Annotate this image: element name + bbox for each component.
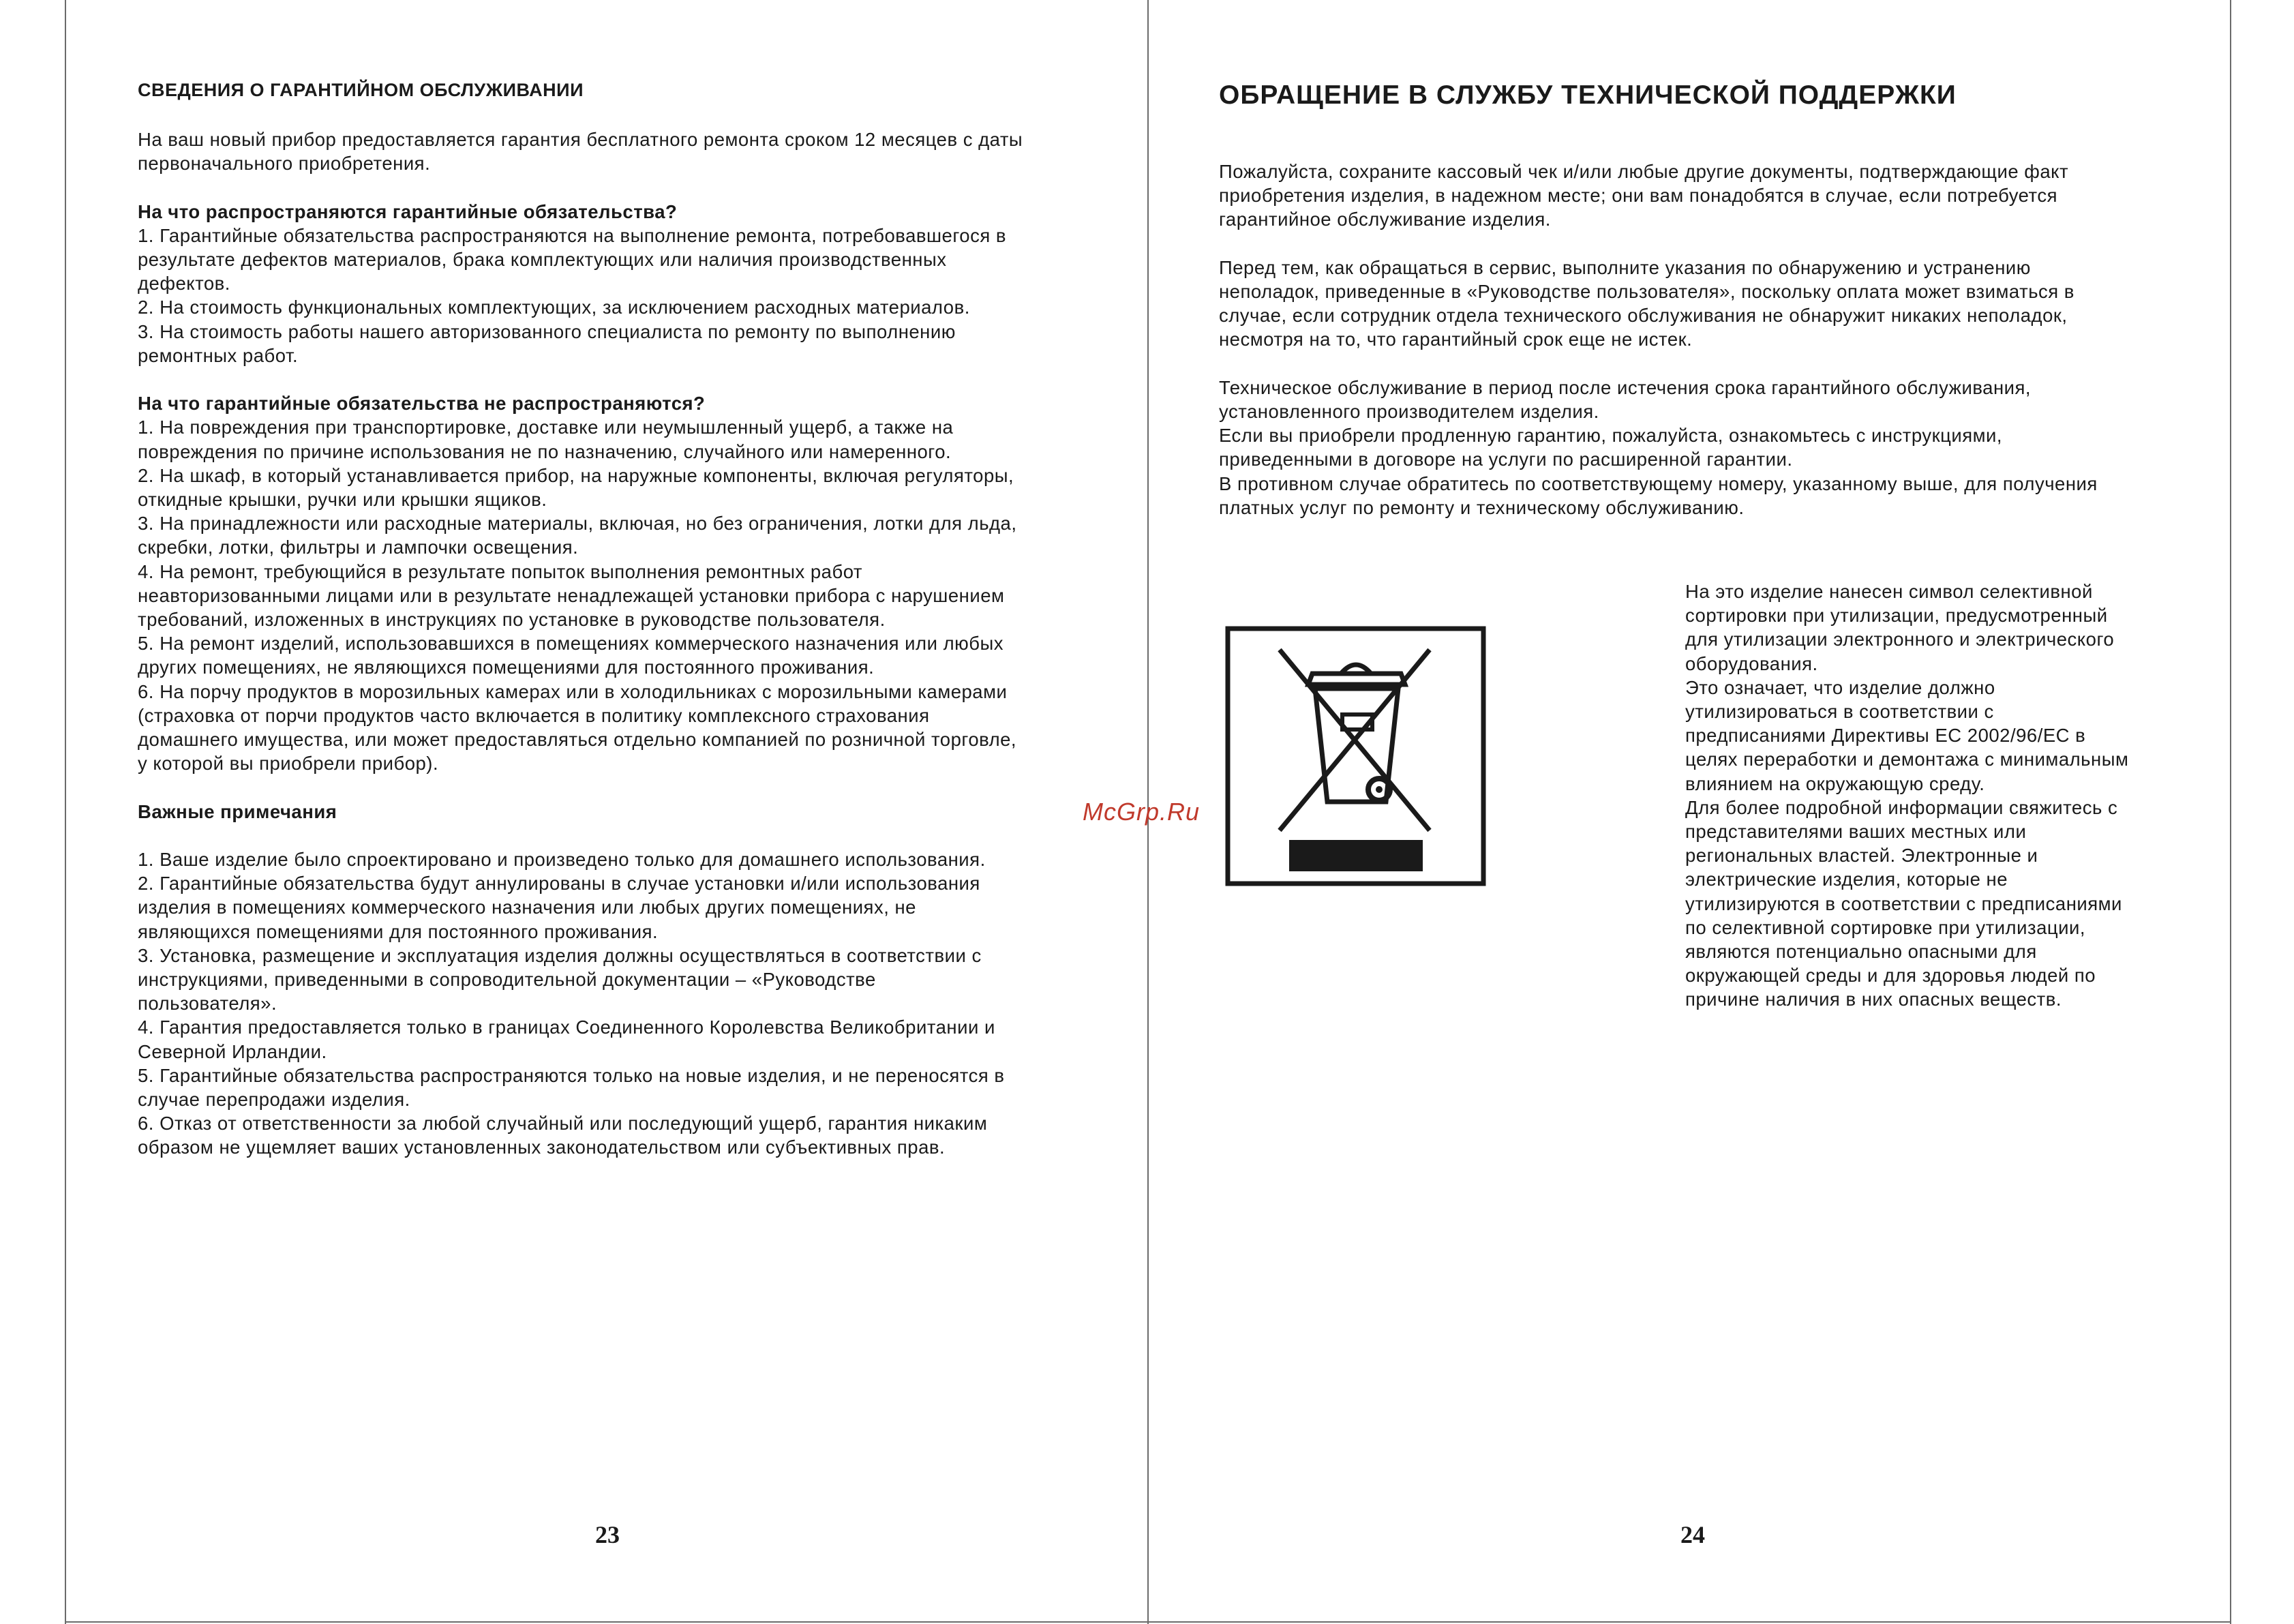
- text-line: 5. На ремонт изделий, использовавшихся в помещениях коммерческого назначения или любых: [138, 633, 1004, 655]
- text-line: 6. На порчу продуктов в морозильных камерах или в холодильниках с морозильными камерами: [138, 680, 1008, 702]
- text-line: целях переработки и демонтажа с минимальным: [1685, 749, 2129, 770]
- notes-list: [138, 847, 1092, 1160]
- text-line: влиянием на окружающую среду.: [1685, 772, 1985, 794]
- page-number-right: 24: [1680, 1521, 1705, 1548]
- text-line: первоначального приобретения.: [138, 153, 431, 175]
- text-line: Для более подробной информации свяжитесь с: [1685, 796, 2118, 818]
- text-line: по селективной сортировке при утилизации,: [1685, 916, 2085, 938]
- text-line: 4. Гарантия предоставляется только в границах Соединенного Королевства Великобритании и: [138, 1017, 995, 1038]
- text-line: представителями ваших местных или: [1685, 821, 2027, 843]
- support-body: [1219, 160, 2187, 520]
- page-number-left: 23: [595, 1521, 620, 1548]
- text-line: утилизируются в соответствии с предписаниями: [1685, 892, 2122, 914]
- text-line: электрические изделия, которые не: [1685, 869, 2008, 890]
- text-line: 1. На повреждения при транспортировке, доставке или неумышленный ущерб, а также на: [138, 417, 954, 438]
- bottom-edge: [65, 1621, 2231, 1623]
- text-line: 5. Гарантийные обязательства распространяются только на новые изделия, и не переносятся в: [138, 1064, 1005, 1086]
- text-line: 2. На шкаф, в который устанавливается прибор, на наружные компоненты, включая регуляторы,: [138, 464, 1014, 486]
- text-line: результате дефектов материалов, брака комплектующих или наличия производственных: [138, 249, 947, 270]
- text-line: случае перепродажи изделия.: [138, 1089, 410, 1111]
- text-line: инструкциями, приведенными в сопроводительной документации – «Руководстве: [138, 969, 876, 991]
- text-line: утилизироваться в соответствии с: [1685, 701, 1994, 723]
- support-para-1: [1219, 160, 2187, 232]
- watermark: McGrp.Ru: [1083, 798, 1201, 826]
- text-line: 6. Отказ от ответственности за любой случайный или последующий ущерб, гарантия никаким: [138, 1113, 988, 1134]
- text-line: Это означает, что изделие должно: [1685, 676, 1995, 698]
- notes-heading: Важные примечания: [138, 800, 337, 822]
- text-line: 1. Ваше изделие было спроектировано и произведено только для домашнего использования.: [138, 849, 986, 871]
- text-line: сортировки при утилизации, предусмотренный: [1685, 605, 2108, 627]
- text-line: скребки, лотки, фильтры и лампочки освещения.: [138, 537, 579, 558]
- text-line: у которой вы приобрели прибор).: [138, 753, 439, 775]
- text-line: пользователя».: [138, 993, 277, 1014]
- warranty-body: [138, 127, 1092, 1160]
- text-line: В противном случае обратитесь по соответствующему номеру, указанному выше, для получения: [1219, 472, 2098, 494]
- covered-list: [138, 224, 1092, 367]
- text-line: Пожалуйста, сохраните кассовый чек и/или любые другие документы, подтверждающие факт: [1219, 161, 2069, 182]
- text-line: 2. На стоимость функциональных комплектующих, за исключением расходных материалов.: [138, 297, 970, 318]
- text-line: повреждения по причине использования не по назначению, случайного или намеренного.: [138, 440, 952, 462]
- left-page-edge: [65, 0, 66, 1624]
- text-line: Если вы приобрели продленную гарантию, пожалуйста, ознакомьтесь с инструкциями,: [1219, 425, 2003, 447]
- text-line: платных услуг по ремонту и техническому обслуживанию.: [1219, 496, 1745, 518]
- text-line: образом не ущемляет ваших установленных законодательством или субъективных прав.: [138, 1137, 946, 1158]
- text-line: случае, если сотрудник отдела технического обслуживания не обнаружит никаких неполадок,: [1219, 305, 2068, 327]
- text-line: приведенными в договоре на услуги по расширенной гарантии.: [1219, 449, 1793, 470]
- text-line: Техническое обслуживание в период после истечения срока гарантийного обслуживания,: [1219, 376, 2032, 398]
- text-line: неполадок, приведенные в «Руководстве пользователя», поскольку оплата может взиматься в: [1219, 281, 2074, 302]
- text-line: несмотря на то, что гарантийный срок еще не истек.: [1219, 329, 1693, 350]
- covered-heading: На что распространяются гарантийные обязательства?: [138, 200, 678, 222]
- text-line: региональных властей. Электронные и: [1685, 845, 2038, 867]
- warranty-intro: [138, 127, 1092, 175]
- text-line: (страховка от порчи продуктов часто включается в политику комплексного страхования: [138, 704, 930, 726]
- text-line: 3. Установка, размещение и эксплуатация изделия должны осуществляться в соответствии с: [138, 944, 982, 966]
- text-line: дефектов.: [138, 273, 230, 295]
- text-line: 1. Гарантийные обязательства распространяются на выполнение ремонта, потребовавшегося в: [138, 224, 1006, 246]
- support-para-3: [1219, 376, 2187, 520]
- right-page-edge: [2230, 0, 2231, 1624]
- text-line: 3. На стоимость работы нашего авторизованного специалиста по ремонту по выполнению: [138, 320, 956, 342]
- text-line: неавторизованными лицами или в результате ненадлежащей установки прибора с нарушением: [138, 584, 1005, 606]
- text-line: предписаниями Директивы ЕС 2002/96/ЕС в: [1685, 725, 2086, 747]
- text-line: являются потенциально опасными для: [1685, 941, 2037, 963]
- text-line: причине наличия в них опасных веществ.: [1685, 989, 2062, 1010]
- text-line: приобретения изделия, в надежном месте; они вам понадобятся в случае, если потребуется: [1219, 185, 2057, 207]
- support-para-2: [1219, 256, 2187, 352]
- text-line: оборудования.: [1685, 652, 1818, 674]
- support-title: ОБРАЩЕНИЕ В СЛУЖБУ ТЕХНИЧЕСКОЙ ПОДДЕРЖКИ: [1219, 80, 1957, 110]
- text-line: окружающей среды и для здоровья людей по: [1685, 965, 2096, 987]
- not-covered-heading: На что гарантийные обязательства не распространяются?: [138, 393, 706, 415]
- text-line: требований, изложенных в инструкциях по установке в руководстве пользователя.: [138, 609, 886, 631]
- text-line: домашнего имущества, или может предоставляться отдельно компанией по розничной торговле,: [138, 729, 1017, 751]
- text-line: откидные крышки, ручки или крышки ящиков.: [138, 489, 547, 511]
- text-line: установленного производителем изделия.: [1219, 401, 1599, 422]
- recycling-notice: [1685, 580, 2176, 1012]
- crossed-out-wheelie-bin-icon: [1225, 626, 1486, 886]
- not-covered-list: [138, 415, 1092, 775]
- text-line: других помещениях, не являющихся помещениями для постоянного проживания.: [138, 657, 875, 678]
- text-line: ремонтных работ.: [138, 344, 299, 366]
- text-line: Северной Ирландии.: [138, 1040, 327, 1062]
- warranty-title: СВЕДЕНИЯ О ГАРАНТИЙНОМ ОБСЛУЖИВАНИИ: [138, 80, 584, 100]
- text-line: гарантийное обслуживание изделия.: [1219, 209, 1551, 230]
- text-line: являющихся помещениями для постоянного проживания.: [138, 920, 659, 942]
- text-line: 4. На ремонт, требующийся в результате попыток выполнения ремонтных работ: [138, 560, 862, 582]
- text-line: для утилизации электронного и электрического: [1685, 629, 2115, 650]
- text-line: На ваш новый прибор предоставляется гарантия бесплатного ремонта сроком 12 месяцев с даты: [138, 129, 1023, 150]
- text-line: 2. Гарантийные обязательства будут аннулированы в случае установки и/или использования: [138, 873, 980, 894]
- text-line: На это изделие нанесен символ селективной: [1685, 581, 2093, 602]
- text-line: 3. На принадлежности или расходные материалы, включая, но без ограничения, лотки для льда,: [138, 513, 1017, 535]
- text-line: изделия в помещениях коммерческого назначения или любых других помещениях, не: [138, 897, 916, 918]
- text-line: Перед тем, как обращаться в сервис, выполните указания по обнаружению и устранению: [1219, 256, 2031, 278]
